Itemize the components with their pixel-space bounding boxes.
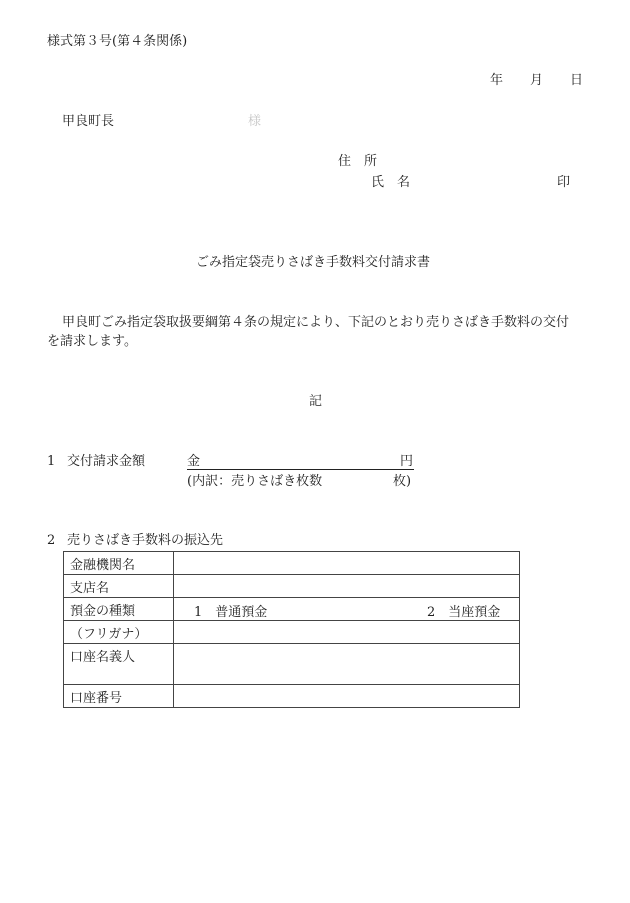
- date-month: 月: [530, 73, 544, 88]
- table-row: [64, 685, 520, 708]
- row-label-deposit-type: 預金の種類: [64, 598, 174, 621]
- row-label-branch: 支店名: [64, 575, 174, 598]
- address-label: 住 所: [338, 154, 378, 169]
- breakdown-close: 枚): [393, 474, 412, 489]
- seal-mark: 印: [557, 175, 571, 190]
- ki-heading: 記: [309, 394, 323, 409]
- row-label-furigana: （フリガナ）: [64, 621, 174, 644]
- option-current[interactable]: 2 当座預金: [427, 605, 501, 620]
- row-label-account-number: 口座番号: [64, 685, 174, 708]
- form-number: 様式第３号(第４条関係): [47, 34, 188, 49]
- addressee-honorific: 様: [248, 114, 262, 129]
- bank-name-field[interactable]: [174, 552, 520, 575]
- bank-transfer-table: [63, 551, 520, 708]
- furigana-field[interactable]: [174, 621, 520, 644]
- body-line-1: 甲良町ごみ指定袋取扱要綱第４条の規定により、下記のとおり売りさばき手数料の交付: [62, 315, 570, 330]
- yen-label: 円: [399, 454, 413, 469]
- table-row: [64, 598, 520, 621]
- table-row: [64, 644, 520, 685]
- row-label-account-holder: 口座名義人: [64, 644, 174, 685]
- item2-label: 売りさばき手数料の振込先: [67, 533, 224, 548]
- branch-field[interactable]: [174, 575, 520, 598]
- option-ordinary[interactable]: 1 普通預金: [194, 605, 268, 620]
- document-title: ごみ指定袋売りさばき手数料交付請求書: [196, 255, 431, 270]
- date-day: 日: [570, 73, 584, 88]
- account-holder-field[interactable]: [174, 644, 520, 685]
- deposit-type-field: [174, 598, 520, 621]
- row-label-bank-name: 金融機関名: [64, 552, 174, 575]
- body-line-2: を請求します。: [47, 334, 137, 349]
- item2-number: 2: [47, 533, 56, 548]
- table-row: [64, 552, 520, 575]
- amount-field[interactable]: [187, 454, 414, 470]
- breakdown-label: (内訳：売りさばき枚数: [187, 474, 323, 489]
- name-label: 氏 名: [371, 175, 411, 190]
- table-row: [64, 621, 520, 644]
- table-row: [64, 575, 520, 598]
- addressee-name: 甲良町長: [62, 114, 115, 129]
- kin-label: 金: [187, 454, 201, 469]
- item1-label: 交付請求金額: [67, 454, 146, 469]
- item1-number: 1: [47, 454, 56, 469]
- date-year: 年: [490, 73, 504, 88]
- account-number-field[interactable]: [174, 685, 520, 708]
